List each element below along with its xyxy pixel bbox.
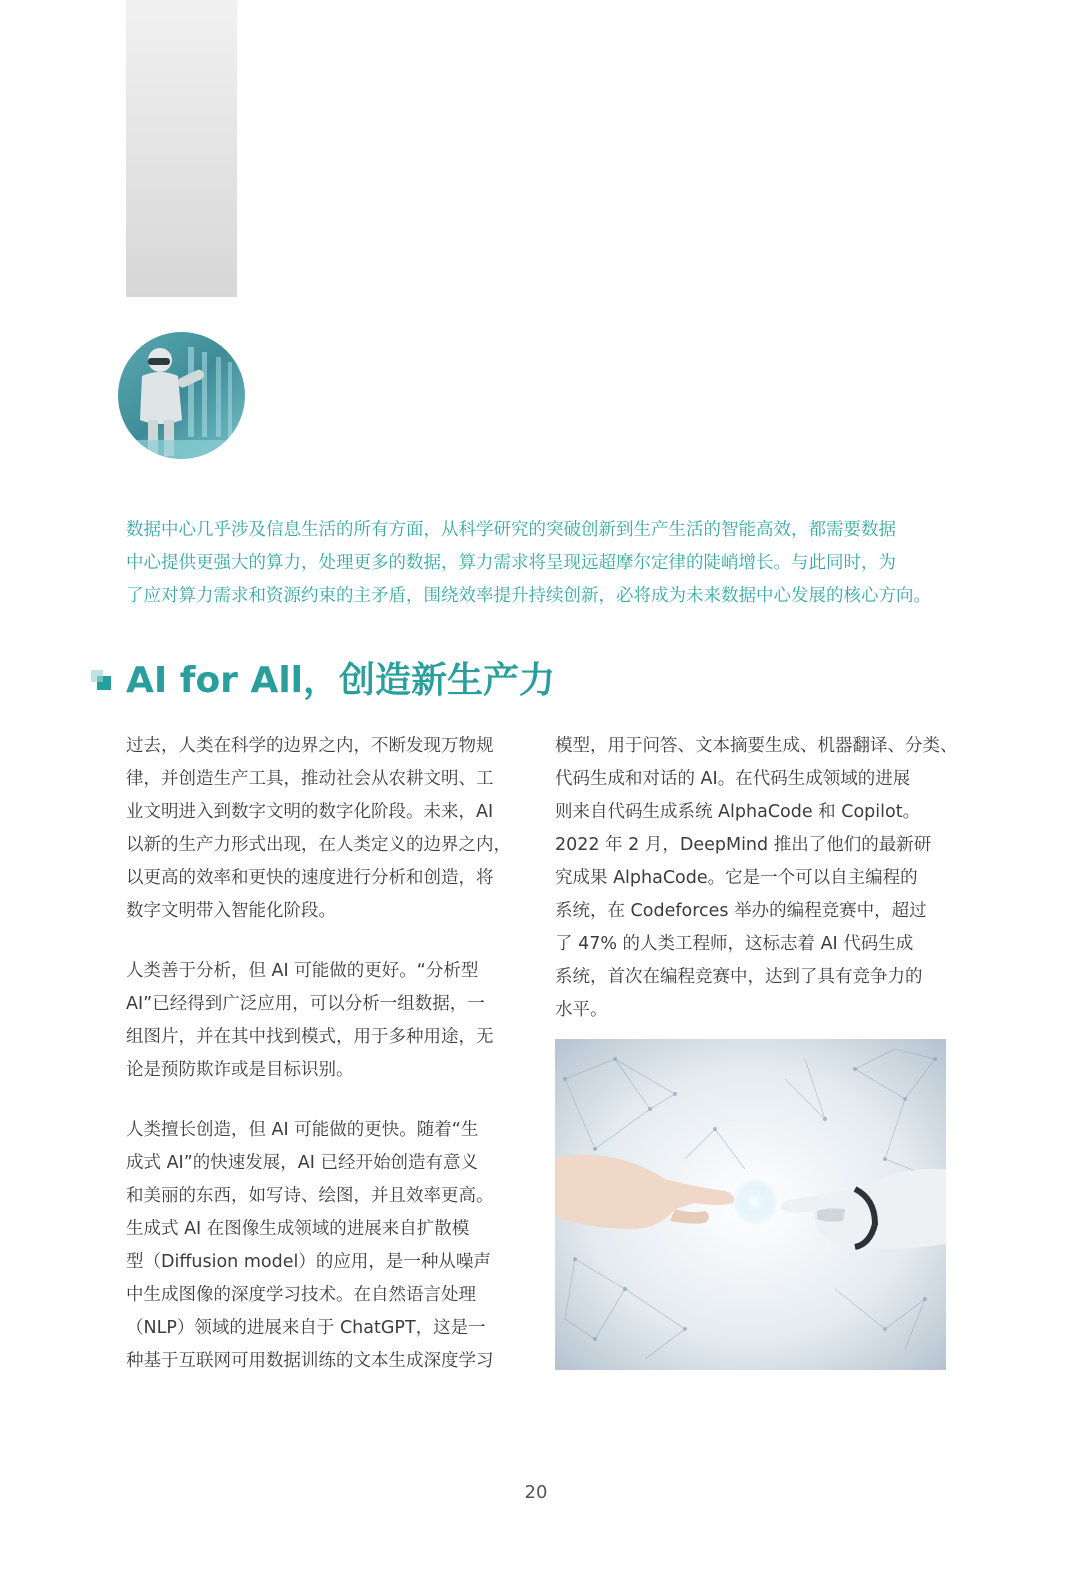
right-text-column: [555, 730, 958, 1054]
text-line: 代码生成和对话的 AI。在代码生成领域的进展: [555, 769, 911, 789]
text-line: 了 47% 的人类工程师，这标志着 AI 代码生成: [555, 934, 914, 954]
text-line: 过去，人类在科学的边界之内，不断发现万物规: [126, 736, 494, 756]
body-paragraph: [126, 955, 518, 1087]
text-line: 系统，在 Codeforces 举办的编程竞赛中，超过: [555, 901, 927, 921]
text-line: 和美丽的东西，如写诗、绘图，并且效率更高。: [126, 1186, 494, 1206]
text-line: 系统，首次在编程竞赛中，达到了具有竞争力的: [555, 967, 923, 987]
intro-line: 数据中心几乎涉及信息生活的所有方面，从科学研究的突破创新到生产生活的智能高效，都需要数据: [126, 520, 896, 540]
left-text-column: [126, 730, 518, 1405]
text-line: 成式 AI”的快速发展，AI 已经开始创造有意义: [126, 1153, 478, 1173]
page-number: 20: [524, 1482, 548, 1503]
text-line: 数字文明带入智能化阶段。: [126, 901, 336, 921]
text-line: 水平。: [555, 1000, 608, 1020]
human-robot-hands-image: [555, 1039, 946, 1370]
text-line: 律，并创造生产工具，推动社会从农耕文明、工: [126, 769, 494, 789]
intro-line: 了应对算力需求和资源约束的主矛盾，围绕效率提升持续创新，必将成为未来数据中心发展的核心方向。: [126, 586, 931, 606]
robot-photo-illustration: [118, 332, 245, 459]
text-line: 人类善于分析，但 AI 可能做的更好。“分析型: [126, 961, 479, 981]
text-line: 以新的生产力形式出现，在人类定义的边界之内，: [126, 835, 511, 855]
text-line: 业文明进入到数字文明的数字化阶段。未来，AI: [126, 802, 494, 822]
section-marker-icon: [91, 670, 113, 692]
text-line: 论是预防欺诈或是目标识别。: [126, 1060, 354, 1080]
text-line: 以更高的效率和更快的速度进行分析和创造，将: [126, 868, 494, 888]
decorative-gray-band: [126, 0, 237, 297]
hands-illustration: [555, 1039, 946, 1370]
text-line: 型（Diffusion model）的应用，是一种从噪声: [126, 1252, 491, 1272]
text-line: AI”已经得到广泛应用，可以分析一组数据，一: [126, 994, 485, 1014]
text-line: 人类擅长创造，但 AI 可能做的更快。随着“生: [126, 1120, 479, 1140]
body-paragraph: [126, 1114, 518, 1378]
text-line: （NLP）领域的进展来自于 ChatGPT，这是一: [126, 1318, 486, 1338]
section-title: AI for All，创造新生产力: [126, 660, 556, 701]
intro-paragraph: [126, 514, 956, 613]
body-paragraph: [126, 730, 518, 928]
text-line: 组图片，并在其中找到模式，用于多种用途，无: [126, 1027, 494, 1047]
text-line: 生成式 AI 在图像生成领域的进展来自扩散模: [126, 1219, 470, 1239]
robot-photo-circle: [118, 332, 245, 459]
text-line: 2022 年 2 月，DeepMind 推出了他们的最新研: [555, 835, 932, 855]
text-line: 模型，用于问答、文本摘要生成、机器翻译、分类、: [555, 736, 958, 756]
body-paragraph: [555, 730, 958, 1027]
text-line: 种基于互联网可用数据训练的文本生成深度学习: [126, 1351, 494, 1371]
text-line: 究成果 AlphaCode。它是一个可以自主编程的: [555, 868, 918, 888]
text-line: 中生成图像的深度学习技术。在自然语言处理: [126, 1285, 476, 1305]
text-line: 则来自代码生成系统 AlphaCode 和 Copilot。: [555, 802, 921, 822]
intro-line: 中心提供更强大的算力，处理更多的数据，算力需求将呈现远超摩尔定律的陡峭增长。与此同时，为: [126, 553, 896, 573]
